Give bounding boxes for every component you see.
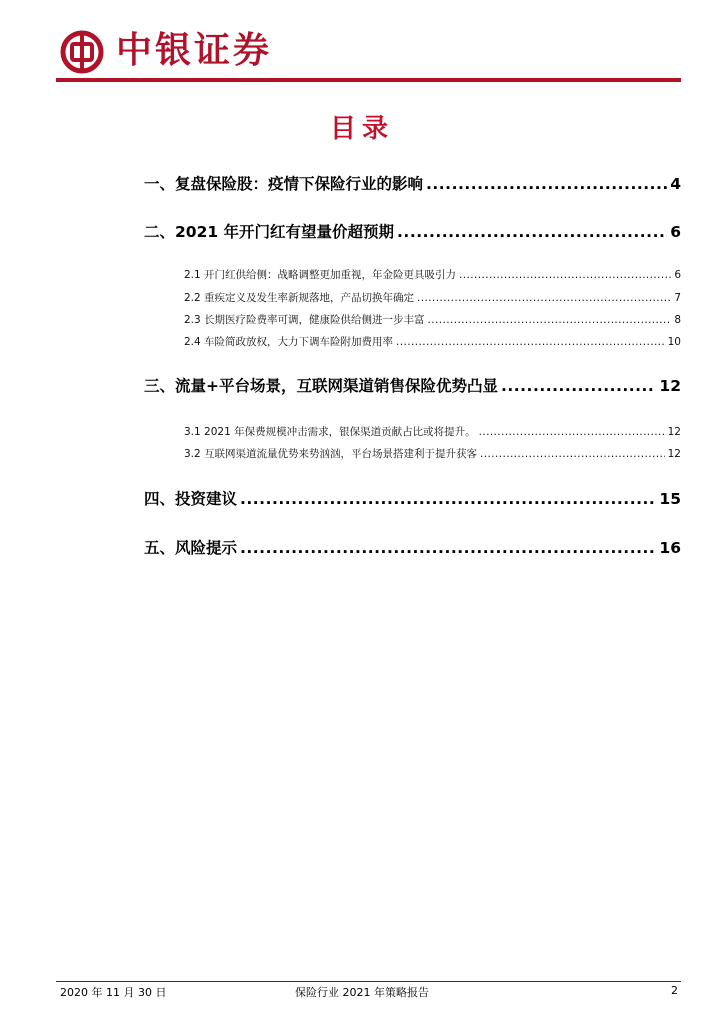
toc-entry-title: 2.2 重疾定义及发生率新规落地，产品切换年确定 bbox=[184, 292, 415, 304]
toc-entry-title: 2.1 开门红供给侧：战略调整更加重视，年金险更具吸引力 bbox=[184, 269, 457, 281]
toc-entry-page: 8 bbox=[674, 314, 681, 326]
toc-entry-section-4[interactable] bbox=[144, 487, 681, 509]
toc-entry-title: 3.1 2021 年保费规模冲击需求，银保渠道贡献占比或将提升。 bbox=[184, 426, 476, 438]
toc-entry-section-2-4[interactable] bbox=[184, 334, 681, 350]
toc-dot-leader bbox=[240, 490, 656, 508]
toc-entry-title: 3.2 互联网渠道流量优势来势汹汹，平台场景搭建利于提升获客 bbox=[184, 448, 478, 460]
toc-entry-section-1[interactable] bbox=[144, 172, 681, 194]
toc-dot-leader bbox=[479, 426, 665, 438]
toc-entry-page: 12 bbox=[667, 448, 681, 460]
toc-dot-leader bbox=[396, 336, 665, 348]
footer-divider bbox=[56, 981, 681, 982]
toc-entry-section-2[interactable] bbox=[144, 220, 681, 242]
toc-entry-title: 四、投资建议 bbox=[144, 490, 238, 508]
footer-page-number: 2 bbox=[671, 984, 678, 997]
toc-entry-page: 7 bbox=[674, 292, 681, 304]
toc-entry-title: 二、2021 年开门红有望量价超预期 bbox=[144, 223, 395, 241]
toc-entry-section-3-1[interactable] bbox=[184, 424, 681, 440]
toc-entry-title: 五、风险提示 bbox=[144, 539, 238, 557]
toc-entry-page: 10 bbox=[667, 336, 681, 348]
toc-dot-leader bbox=[417, 292, 671, 304]
toc-entry-section-2-1[interactable] bbox=[184, 267, 681, 283]
page-title: 目录 bbox=[329, 114, 394, 144]
toc-dot-leader bbox=[240, 539, 656, 557]
toc-dot-leader bbox=[426, 175, 667, 193]
brand-name: 中银证券 bbox=[116, 29, 273, 71]
toc-entry-section-5[interactable] bbox=[144, 536, 681, 558]
toc-entry-title: 一、复盘保险股：疫情下保险行业的影响 bbox=[144, 175, 424, 193]
toc-entry-title: 三、流量+平台场景，互联网渠道销售保险优势凸显 bbox=[144, 377, 498, 395]
toc-entry-section-2-3[interactable] bbox=[184, 312, 681, 328]
toc-entry-page: 6 bbox=[674, 269, 681, 281]
toc-entry-page: 6 bbox=[670, 223, 681, 241]
toc-entry-page: 4 bbox=[670, 175, 681, 193]
toc-dot-leader bbox=[459, 269, 671, 281]
toc-entry-title: 2.3 长期医疗险费率可调，健康险供给侧进一步丰富 bbox=[184, 314, 425, 326]
toc-dot-leader bbox=[428, 314, 672, 326]
toc-entry-title: 2.4 车险简政放权，大力下调车险附加费用率 bbox=[184, 336, 394, 348]
toc-entry-page: 16 bbox=[659, 539, 681, 557]
toc-entry-section-3-2[interactable] bbox=[184, 446, 681, 462]
toc-entry-section-3[interactable] bbox=[144, 374, 681, 396]
toc-dot-leader bbox=[501, 377, 656, 395]
toc-entry-page: 15 bbox=[659, 490, 681, 508]
footer-date: 2020 年 11 月 30 日 bbox=[60, 986, 167, 999]
toc-dot-leader bbox=[397, 223, 667, 241]
toc-dot-leader bbox=[480, 448, 665, 460]
footer-report-title: 保险行业 2021 年策略报告 bbox=[295, 986, 429, 999]
toc-entry-page: 12 bbox=[667, 426, 681, 438]
toc-entry-section-2-2[interactable] bbox=[184, 290, 681, 306]
toc-entry-page: 12 bbox=[659, 377, 681, 395]
